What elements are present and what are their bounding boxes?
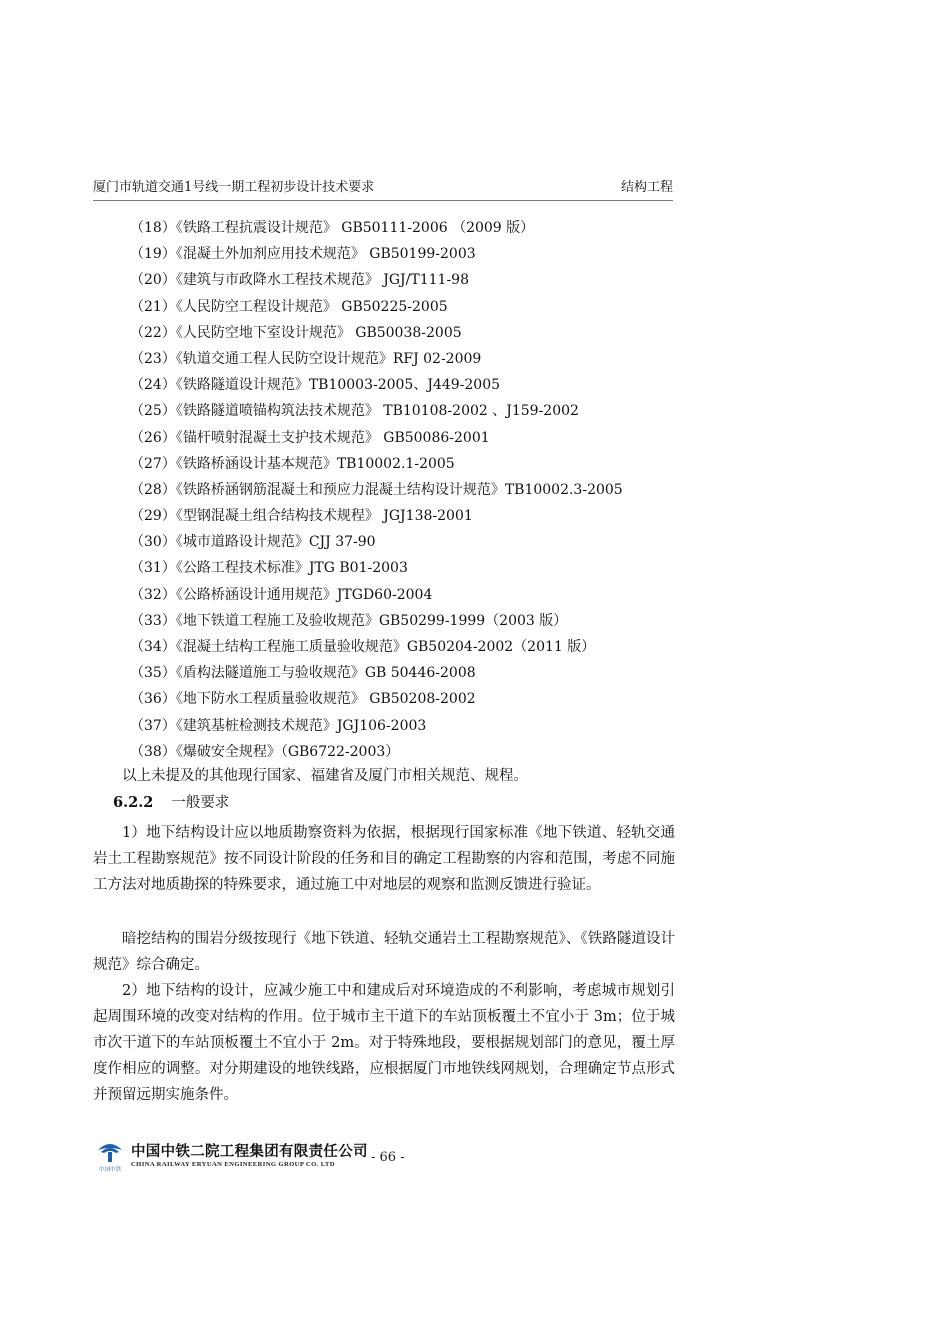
- paragraph: 1）地下结构设计应以地质勘察资料为依据，根据现行国家标准《地下铁道、轻轨交通岩土工程勘察规范》按不同设计阶段的任务和目的确定工程勘察的内容和范围，考虑不同施工方法对地质勘探的特殊要求，通过施工中对地层的观察和监测反馈进行验证。: [93, 825, 675, 893]
- other-standards-note: 以上未提及的其他现行国家、福建省及厦门市相关规范、规程。: [122, 768, 528, 784]
- reference-item: （26）《锚杆喷射混凝土支护技术规范》 GB50086-2001: [130, 429, 490, 446]
- document-title: 厦门市轨道交通1号线一期工程初步设计技术要求: [93, 180, 375, 195]
- reference-item: （27）《铁路桥涵设计基本规范》TB10002.1-2005: [130, 455, 455, 472]
- reference-item: （23）《轨道交通工程人民防空设计规范》RFJ 02-2009: [130, 350, 482, 367]
- reference-item: （34）《混凝土结构工程施工质量验收规范》GB50204-2002（2011 版）: [130, 639, 596, 655]
- reference-item: （19）《混凝土外加剂应用技术规范》 GB50199-2003: [130, 246, 476, 263]
- reference-item: （33）《地下铁道工程施工及验收规范》GB50299-1999（2003 版）: [130, 612, 568, 629]
- company-name-en: CHINA RAILWAY ERYUAN ENGINEERING GROUP CO. LTD: [131, 1161, 335, 1168]
- reference-item: （31）《公路工程技术标准》JTG B01-2003: [130, 560, 408, 577]
- section-title: 一般要求: [171, 795, 230, 811]
- reference-item: （30）《城市道路设计规范》CJJ 37-90: [130, 534, 376, 551]
- company-logo-icon: [93, 1140, 127, 1174]
- reference-list: [130, 216, 623, 766]
- chapter-name: 结构工程: [620, 180, 673, 195]
- header-divider: [93, 200, 673, 201]
- section-heading: [113, 790, 229, 816]
- company-name-cn: 中国中铁二院工程集团有限责任公司: [131, 1144, 368, 1160]
- reference-item: （38）《爆破安全规程》（GB6722-2003）: [130, 743, 400, 760]
- paragraph: 暗挖结构的围岩分级按现行《地下铁道、轻轨交通岩土工程勘察规范》、《铁路隧道设计规范》综合确定。: [93, 931, 675, 973]
- reference-item: （29）《型钢混凝土组合结构技术规程》 JGJ138-2001: [130, 508, 473, 525]
- logo-text: 中国中铁: [98, 1167, 122, 1173]
- reference-item: （18）《铁路工程抗震设计规范》 GB50111-2006 （2009 版）: [130, 220, 535, 236]
- reference-item: （36）《地下防水工程质量验收规范》 GB50208-2002: [130, 691, 476, 708]
- paragraph: 2）地下结构的设计，应减少施工中和建成后对环境造成的不利影响，考虑城市规划引起周围环境的改变对结构的作用。位于城市主干道下的车站顶板覆土不宜小于 3m；位于城市次干道下的车站顶板覆土不宜小于 2m。对于特殊地段，要根据规划部门的意见，覆土厚度作相应的调整。对分期建设的地铁线路，应根据厦门市地铁线网规划，合理确定节点形式并预留远期实施条件。: [93, 983, 675, 1103]
- page-number: - 66 -: [371, 1150, 405, 1165]
- reference-item: （37）《建筑基桩检测技术规范》JGJ106-2003: [130, 717, 427, 734]
- reference-item: （28）《铁路桥涵钢筋混凝土和预应力混凝土结构设计规范》TB10002.3-2005: [130, 481, 623, 498]
- reference-item: （35）《盾构法隧道施工与验收规范》GB 50446-2008: [130, 665, 476, 682]
- reference-item: （24）《铁路隧道设计规范》TB10003-2005、J449-2005: [130, 377, 501, 394]
- reference-item: （32）《公路桥涵设计通用规范》JTGD60-2004: [130, 586, 433, 603]
- section-number: 6.2.2: [113, 794, 154, 811]
- reference-item: （25）《铁路隧道喷锚构筑法技术规范》 TB10108-2002 、J159-2002: [130, 403, 579, 420]
- reference-item: （22）《人民防空地下室设计规范》 GB50038-2005: [130, 324, 462, 341]
- reference-item: （21）《人民防空工程设计规范》 GB50225-2005: [130, 298, 448, 315]
- company-footer: [93, 1140, 413, 1180]
- running-header: [93, 179, 673, 201]
- reference-item: （20）《建筑与市政降水工程技术规范》 JGJ/T111-98: [130, 272, 469, 289]
